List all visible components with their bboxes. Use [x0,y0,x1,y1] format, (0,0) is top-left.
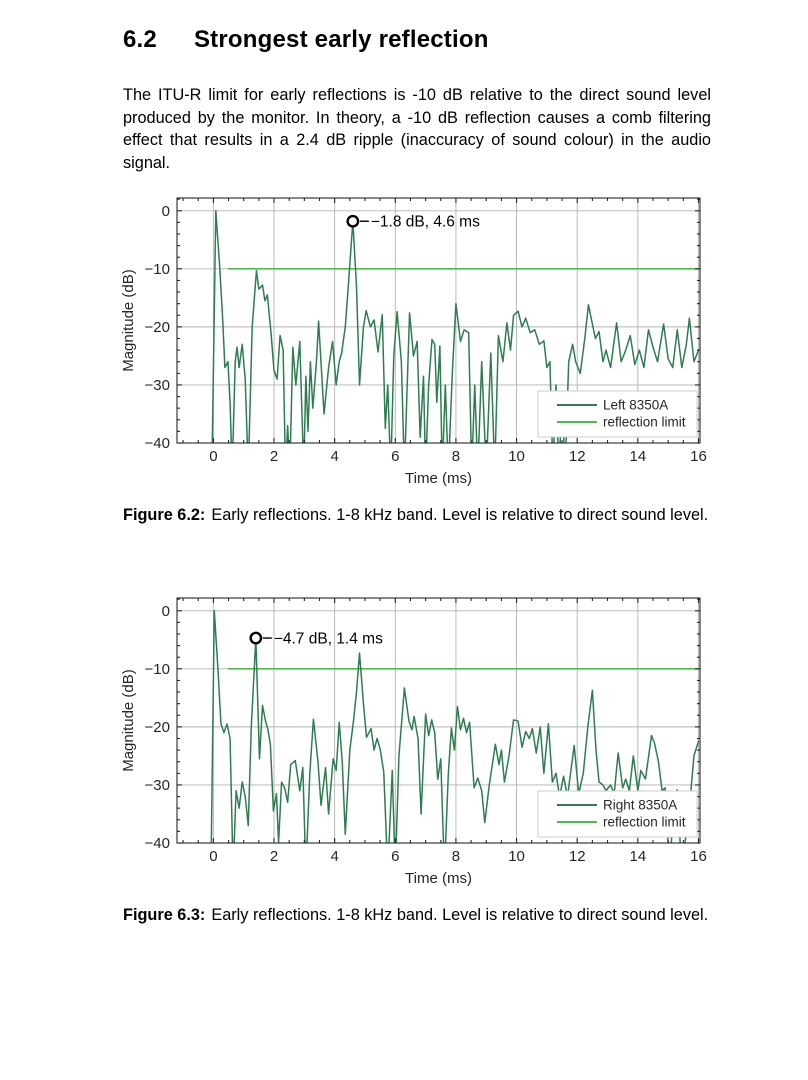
x-tick-label: 2 [269,848,279,865]
y-tick-label: 0 [161,602,170,620]
peak-annotation [251,631,383,648]
chart-legend [538,791,697,837]
annotation-text: −4.7 dB, 1.4 ms [273,630,383,648]
y-tick-label: −10 [144,660,170,678]
x-tick-label: 0 [209,848,218,865]
y-tick-label: −30 [144,776,170,794]
annotation-text: −1.8 dB, 4.6 ms [370,213,480,231]
y-tick-label: −30 [144,376,170,394]
peak-marker-icon [251,633,261,643]
intro-paragraph: The ITU-R limit for early reflections is -10 dB relative to the direct sound level produced by the monitor. In theory, a -10 dB reflection causes a comb filtering effect that results in a 2.4 dB ripple (inaccuracy of sound colour) in the audio signal. [123,86,711,172]
section-title: Strongest early reflection [193,26,489,53]
x-tick-label: 14 [629,848,647,865]
figure-6-3-caption [123,903,711,927]
x-tick-label: 16 [690,448,707,465]
y-tick-label: −20 [144,318,170,336]
y-axis-label: Magnitude (dB) [120,269,137,372]
y-axis-label: Magnitude (dB) [120,669,137,772]
y-tick-label: −10 [144,260,170,278]
chart-legend [538,391,697,437]
y-tick-label: −40 [144,435,170,452]
peak-annotation [348,214,480,231]
x-tick-label: 0 [209,448,218,465]
x-tick-label: 12 [568,848,586,865]
y-tick-label: 0 [161,202,170,220]
y-tick-label: −20 [144,718,170,736]
x-axis-label: Time (ms) [405,470,472,487]
figure-6-3-caption-label: Figure 6.3: [123,906,206,924]
section-number: 6.2 [123,26,157,53]
x-tick-label: 4 [330,448,339,465]
y-tick-label: −40 [144,835,170,852]
x-tick-label: 10 [508,448,525,465]
figure-6-2-caption-text: Early reflections. 1-8 kHz band. Level is relative to direct sound level. [211,506,709,524]
chart-text [120,603,707,887]
legend-label: Left 8350A [603,397,669,413]
legend-label: Right 8350A [603,797,678,813]
figure-6-3-caption-text: Early reflections. 1-8 kHz band. Level is relative to direct sound level. [211,906,709,924]
x-tick-label: 12 [568,448,586,465]
legend-label: reflection limit [603,414,686,430]
figure-6-2-caption [123,503,711,527]
x-tick-label: 8 [451,848,461,865]
x-tick-label: 16 [690,848,707,865]
x-tick-label: 10 [508,848,525,865]
x-tick-label: 6 [391,848,400,865]
x-tick-label: 6 [391,448,400,465]
figure-6-2-chart [120,195,710,495]
legend-label: reflection limit [603,814,686,830]
x-tick-label: 2 [269,448,279,465]
x-tick-label: 14 [629,448,647,465]
section-heading [123,26,489,54]
x-tick-label: 4 [330,848,339,865]
figure-6-3-chart [120,595,710,895]
x-axis-label: Time (ms) [405,870,472,887]
peak-marker-icon [348,216,358,226]
figure-6-2-caption-label: Figure 6.2: [123,506,206,524]
x-tick-label: 8 [451,448,461,465]
